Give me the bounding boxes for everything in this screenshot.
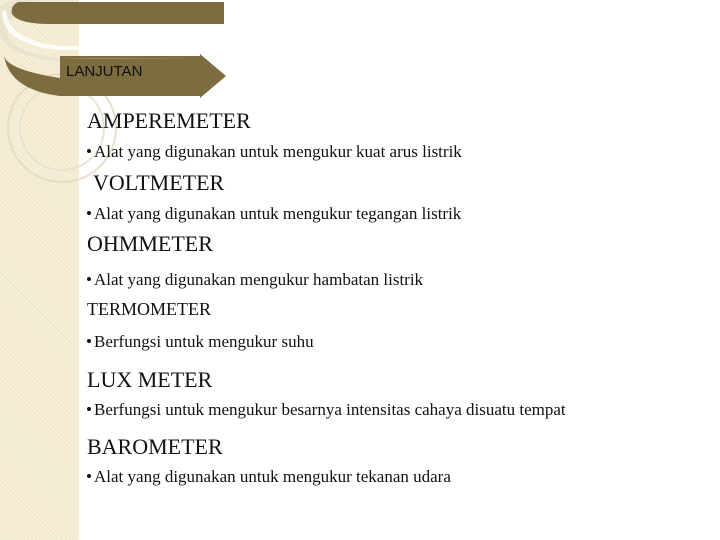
bullet-dot-icon <box>87 149 91 153</box>
description-text: Alat yang digunakan untuk mengukur kuat arus listrik <box>94 142 462 161</box>
description-text: Alat yang digunakan untuk mengukur tekanan udara <box>94 467 451 486</box>
heading-ohmmeter: OHMMETER <box>87 231 213 256</box>
description-barometer <box>87 467 451 487</box>
description-amperemeter <box>87 142 462 162</box>
bullet-dot-icon <box>87 407 91 411</box>
heading-voltmeter: VOLTMETER <box>93 170 225 195</box>
heading-amperemeter: AMPEREMETER <box>87 108 251 133</box>
description-text: Berfungsi untuk mengukur suhu <box>94 332 314 351</box>
bullet-dot-icon <box>87 339 91 343</box>
heading-lux-meter: LUX METER <box>87 367 213 392</box>
description-termometer <box>87 332 314 352</box>
description-lux-meter <box>87 400 566 420</box>
bullet-dot-icon <box>87 474 91 478</box>
description-voltmeter <box>87 204 461 224</box>
description-text: Berfungsi untuk mengukur besarnya intensitas cahaya disuatu tempat <box>94 400 566 419</box>
description-text: Alat yang digunakan mengukur hambatan listrik <box>94 270 424 289</box>
heading-termometer: TERMOMETER <box>87 299 211 319</box>
header-label: LANJUTAN <box>66 63 143 80</box>
description-text: Alat yang digunakan untuk mengukur tegangan listrik <box>94 204 462 223</box>
bullet-dot-icon <box>87 277 91 281</box>
heading-barometer: BAROMETER <box>87 434 223 459</box>
top-banner-bar <box>12 2 224 24</box>
description-ohmmeter <box>87 270 423 290</box>
bullet-dot-icon <box>87 211 91 215</box>
